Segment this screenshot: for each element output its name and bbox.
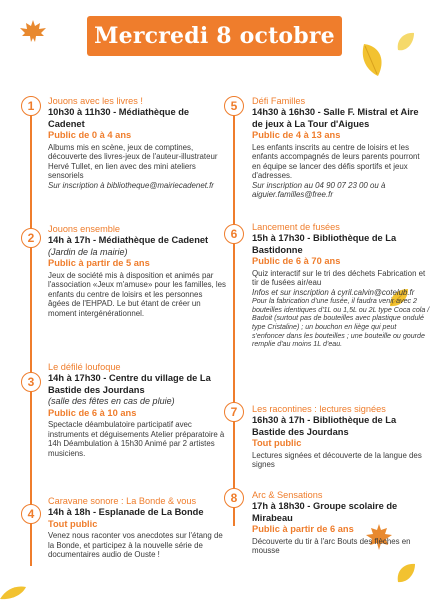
- event-title: Défi Familles: [252, 96, 306, 106]
- event-title: Arc & Sensations: [252, 490, 323, 500]
- leaf-icon: [394, 560, 418, 586]
- event-time-location: 17h à 18h30 - Groupe scolaire de Mirabeau: [252, 501, 398, 523]
- event-title: Les racontines : lectures signées: [252, 404, 386, 414]
- event-audience: Public de 6 à 10 ans: [48, 407, 137, 418]
- event-description: Lectures signées et découverte de la langue des signes: [252, 450, 422, 470]
- page-title: Mercredi 8 octobre: [94, 23, 335, 49]
- event-description: Albums mis en scène, jeux de comptines, découverte des livres-jeux de l'auteur-illustrateur Hervé Tullet, en lien avec des mini ateliers sensoriels: [48, 142, 218, 181]
- event-audience: Public à partir de 5 ans: [48, 258, 150, 268]
- event-location-note: (Jardin de la mairie): [48, 246, 128, 257]
- event-number-badge: 1: [21, 96, 41, 116]
- leaf-icon: [0, 585, 26, 600]
- maple-leaf-icon: [18, 18, 48, 44]
- event-number-badge: 3: [21, 372, 41, 392]
- event-time-location: 14h à 17h - Médiathèque de Cadenet: [48, 235, 209, 245]
- event-time-location: 14h à 18h - Esplanade de La Bonde: [48, 507, 204, 517]
- event-number-badge: 5: [224, 96, 244, 116]
- event-audience: Public à partir de 6 ans: [252, 524, 354, 534]
- header-banner: [87, 16, 342, 56]
- event-audience: Public de 6 à 70 ans: [252, 256, 341, 266]
- event-audience: Tout public: [48, 518, 98, 529]
- event-number-badge: 8: [224, 488, 244, 508]
- timeline-line: [30, 112, 32, 566]
- event-description: Les enfants inscrits au centre de loisirs et les enfants accompagnés de leurs parents pourront en équipe se lancer des défis sportifs et jeux d'adresses.: [252, 142, 420, 181]
- event-description: Découverte du tir à l'arc Bouts des flèches en mousse: [252, 536, 411, 556]
- event-time-location: 14h à 17h30 - Centre du village de La Bastide des Jourdans: [48, 373, 211, 395]
- event-time-location: 15h à 17h30 - Bibliothèque de La Bastidonne: [252, 233, 397, 255]
- event-card: [48, 96, 226, 190]
- event-card: [252, 404, 430, 470]
- event-note: Pour la fabrication d'une fusée, il faudra venir avec 2 bouteilles identiques d'1L ou 1,5L ou 2L type Coca cola / Badoit (surtout pas de bouteilles avec plastique ondulé type Cristaline) ; un bouchon en liège qui peut s'enfoncer dans les bouteilles ; une bouteille ou gourde remplie d'au moins 1L d'eau.: [252, 297, 430, 349]
- event-audience: Tout public: [252, 438, 302, 448]
- event-time-location: 16h30 à 17h - Bibliothèque de La Bastide des Jourdans: [252, 415, 397, 437]
- event-audience: Public de 4 à 13 ans: [252, 130, 341, 140]
- event-number-badge: 4: [21, 504, 41, 524]
- event-registration: Sur inscription à bibliotheque@mairiecadenet.fr: [48, 180, 214, 190]
- event-title: Lancement de fusées: [252, 222, 340, 232]
- event-card: [252, 96, 430, 200]
- event-registration: Sur inscription au 04 90 07 23 00 ou à aiguier.familles@free.fr: [252, 180, 386, 200]
- event-title: Caravane sonore : La Bonde & vous: [48, 496, 197, 506]
- event-card: [48, 362, 226, 458]
- event-card: [252, 222, 430, 349]
- event-title: Jouons avec les livres !: [48, 96, 143, 106]
- event-location-note: (salle des fêtes en cas de pluie): [48, 396, 175, 406]
- event-time-location: 10h30 à 11h30 - Médiathèque de Cadenet: [48, 107, 190, 129]
- event-description: Quiz interactif sur le tri des déchets Fabrication et tir de fusées air/eau: [252, 268, 426, 288]
- event-card: [48, 224, 226, 318]
- event-card: [252, 490, 430, 556]
- event-time-location: 14h30 à 16h30 - Salle F. Mistral et Aire de jeux à La Tour d'Aigues: [252, 107, 419, 129]
- event-title: Jouons ensemble: [48, 224, 121, 234]
- event-number-badge: 2: [21, 228, 41, 248]
- leaf-icon: [394, 30, 416, 54]
- event-number-badge: 6: [224, 224, 244, 244]
- event-card: [48, 496, 226, 560]
- event-number-badge: 7: [224, 402, 244, 422]
- timeline-line: [233, 112, 235, 526]
- event-title: Le défilé loufoque: [48, 362, 121, 372]
- event-description: Jeux de société mis à disposition et animés par l'association «Jeux m'amuse» pour les familles, les enfants du centre de loisirs et les personnes âgées de l'EHPAD. Le but étant de créer un moment intergénérationnel.: [48, 270, 227, 318]
- leaf-icon: [358, 40, 388, 80]
- event-audience: Public de 0 à 4 ans: [48, 130, 132, 140]
- event-description: Venez nous raconter vos anecdotes sur l'étang de la Bonde, et participez à la nouvelle série de documentaires audio de Ouste !: [48, 531, 223, 560]
- event-description: Spectacle déambulatoire participatif avec instruments et déguisements Atelier préparatoire à 14h Déambulation à 15h30 Animé par 2 artistes musiciens.: [48, 420, 225, 458]
- event-registration: Infos et sur inscription à cyril.calvin@cotelub.fr: [252, 287, 415, 297]
